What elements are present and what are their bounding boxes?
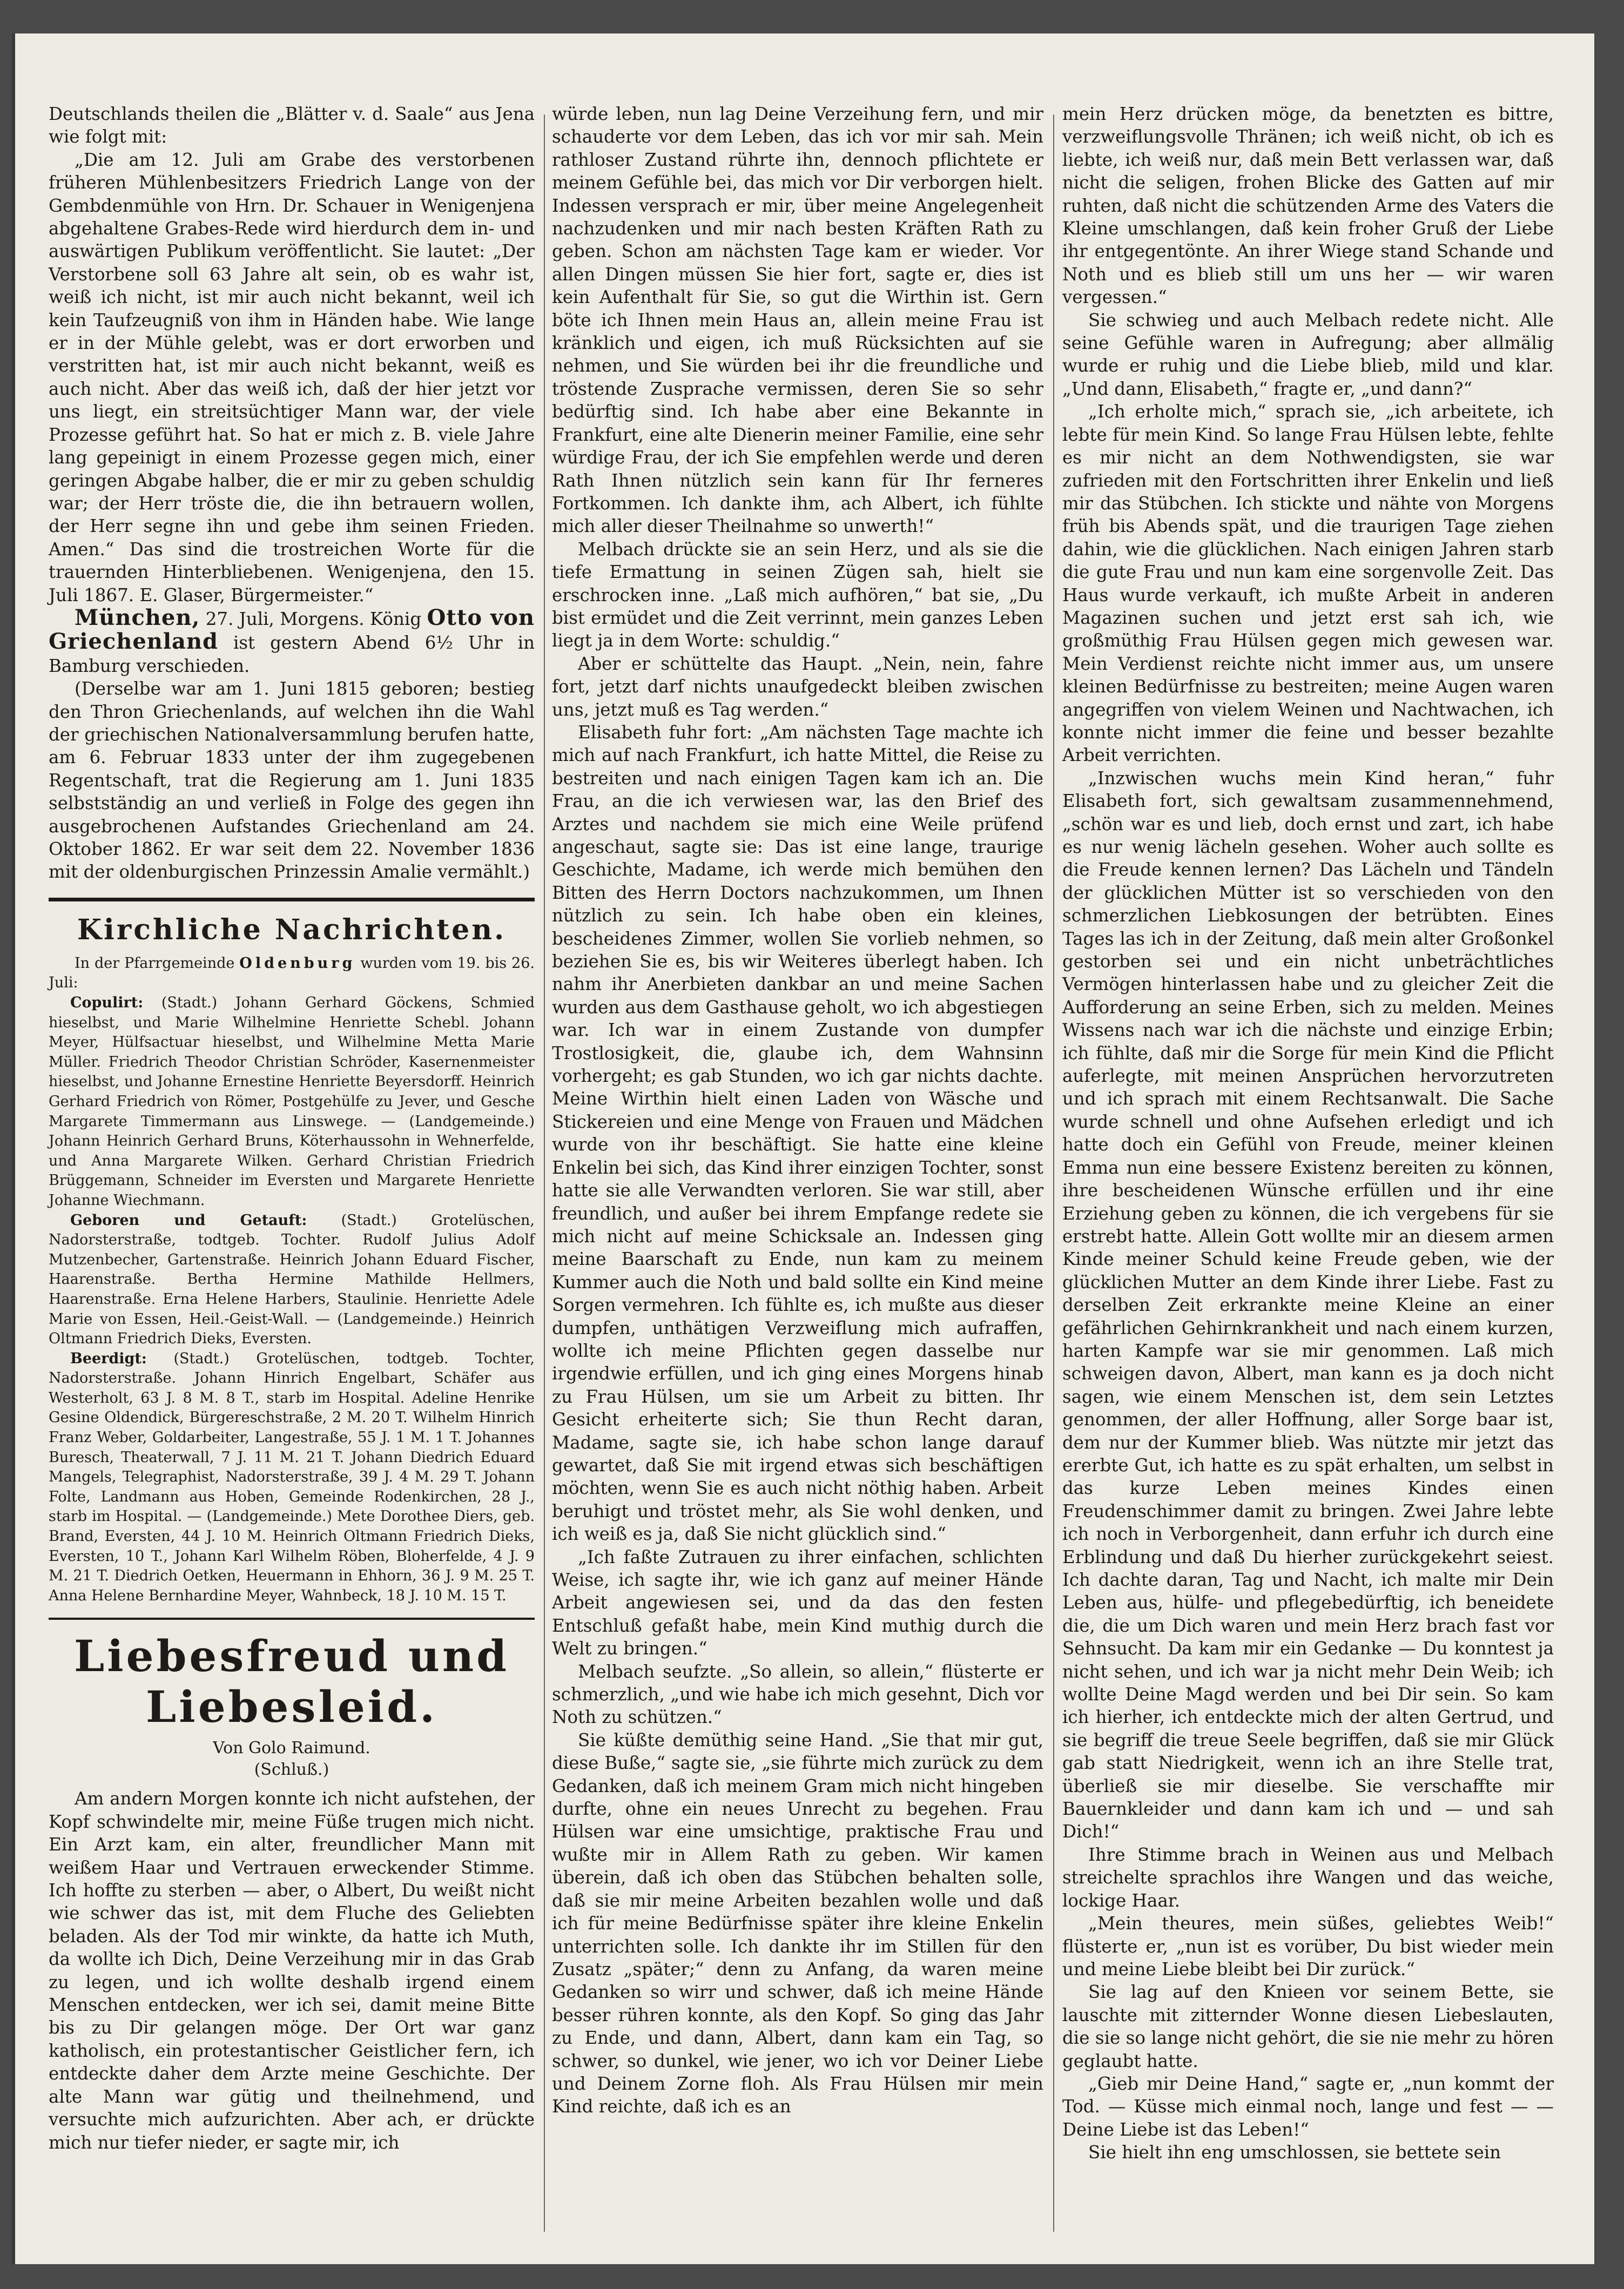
story-paragraph: Elisabeth fuhr fort: „Am nächsten Tage machte ich mich auf nach Frankfurt, ich hatte Mittel, die Reise zu bestreiten und nach einigen Tagen kam ich an. Die Frau, an die ich verwiesen war, las den Brief des Arztes und nachdem sie mich eine Weile prüfend angeschaut, sagte sie: Das ist eine lange, traurige Geschichte, Madame, ich werde mich bemühen den Bitten des Herrn Doctors nachzukommen, um Ihnen nützlich zu sein. Ich habe oben ein kleines, bescheidenes Zimmer, wollen Sie vorlieb nehmen, so beziehen Sie es, bis wir Weiteres überlegt haben. Ich nahm ihr Anerbieten dankbar an und meine Sachen wurden aus dem Gasthause geholt, wo ich abgestiegen war. Ich war in einem Zustande von dumpfer Trostlosigkeit, die, glaube ich, dem Wahnsinn vorhergeht; es gab Stunden, wo ich gar nichts dachte. Meine Wirthin hielt einen Laden von Wäsche und Stickereien und eine Menge von Frauen und Mädchen wurde von ihr beschäftigt. Sie hatte eine kleine Enkelin bei sich, das Kind ihrer einzigen Tochter, sonst hatte sie alle Verwandten verloren. Sie war still, aber freundlich, und außer bei ihrem Empfange redete sie mich nicht auf meine Schicksale an. Indessen ging meine Baarschaft zu Ende, nun kam zu meinem Kummer auch die Noth und bald sollte ein Kind meine Sorgen vermehren. Ich fühlte es, ich mußte aus dieser dumpfen, unthätigen Verzweiflung mich aufraffen, wollte ich meine Pflichten gegen dasselbe nur irgendwie erfüllen, und ich ging eines Morgens hinab zu Frau Hülsen, um sie um Arbeit zu bitten. Ihr Gesicht erheiterte sich; Sie thun Recht daran, Madame, sagte sie, ich habe schon lange darauf gewartet, daß Sie mit irgend etwas sich beschäftigen möchten, wenn Sie es auch nicht nöthig haben. Arbeit beruhigt und tröstet mehr, als Sie wohl denken, und ich weiß es ja, daß Sie nicht glücklich sind.“ xyxy=(552,722,1043,1545)
story-subtitle: (Schluß.) xyxy=(254,1760,329,1780)
dateline: München, xyxy=(75,604,200,630)
column-middle xyxy=(552,103,1043,2118)
story-paragraph: „Ich erholte mich,“ sprach sie, „ich arbeitete, ich lebte für mein Kind. So lange Frau Hülsen lebte, fehlte es mir nicht an dem Nothwendigsten, sie war zufrieden mit den Fortschritten ihrer Enkelin und ließ mir das Stübchen. Ich stickte und nähte von Morgens früh bis Abends spät, und die traurigen Tage ziehen dahin, wie die glücklichen. Nach einigen Jahren starb die gute Frau und nun kam eine sorgenvolle Zeit. Das Haus wurde verkauft, ich mußte Arbeit in anderen Magazinen suchen und jetzt erst sah ich, wie großmüthig Frau Hülsen gegen mich gewesen war. Mein Verdienst reichte nicht immer aus, um unsere kleinen Bedürfnisse zu bestreiten; meine Augen waren angegriffen von vielem Weinen und Nachtwachen, ich konnte nicht immer die feine und besser bezahlte Arbeit verrichten. xyxy=(1062,401,1554,766)
geboren-list: Geboren und Getauft: (Stadt.) Grotelüschen, Nadorsterstraße, todtgeb. Tochter. Rudolf Julius Adolf Mutzenbecher, Gartenstraße. Heinrich Johann Eduard Fischer, Haarenstraße. Bertha Hermine Mathilde Hellmers, Haarenstraße. Erna Helene Harbers, Staulinie. Henriette Adele Marie von Essen, Heil.-Geist-Wall. — (Landgemeinde.) Heinrich Oltmann Friedrich Dieks, Eversten. xyxy=(49,1211,535,1348)
name-highlight: Otto von Griechenland xyxy=(49,604,535,655)
story-paragraph: Sie lag auf den Knieen vor seinem Bette, sie lauschte mit zitternder Wonne diesen Liebeslauten, die sie so lange nicht gehört, die sie nie mehr zu hören geglaubt hatte. xyxy=(1062,1982,1554,2071)
story-paragraph: mein Herz drücken möge, da benetzten es bittre, verzweiflungsvolle Thränen; ich weiß nicht, ob ich es liebte, ich weiß nur, daß mein Bett verlassen war, daß nicht die seligen, frohen Blicke des Gatten auf mir ruhten, daß nicht die schützenden Arme des Vaters die Kleine umschlangen, daß kein froher Gruß der Liebe ihr entgegentönte. An ihrer Wiege stand Schande und Noth und es blieb still um uns her — wir waren vergessen.“ xyxy=(1062,104,1554,308)
article-paragraph: „Die am 12. Juli am Grabe des verstorbenen früheren Mühlenbesitzers Friedrich Lange von der Gembdenmühle von Hrn. Dr. Schauer in Wenigenjena abgehaltene Grabes-Rede wird hierdurch dem in- und auswärtigen Publikum veröffentlicht. Sie lautet: „Der Verstorbene soll 63 Jahre alt sein, ob es wahr ist, weiß ich nicht, ist mir auch nicht bekannt, weil ich kein Taufzeugniß von ihm in Händen habe. Wie lange er in der Mühle gelebt, was er dort erworben und verstritten hat, ist mir auch nicht bekannt, weiß es auch nicht. Aber das weiß ich, daß der hier jetzt vor uns liegt, ein streitsüchtiger Mann war, der viele Prozesse geführt hat. So hat er mich z. B. viele Jahre lang gepeinigt in einem Prozesse gegen mich, einer geringen Abgabe halber, die er mir zu geben schuldig war; der Herr tröste die, die ihn betrauern wollen, der Herr segne ihn und gebe ihm seinen Frieden. Amen.“ Das sind die trostreichen Worte für die trauernden Hinterbliebenen. Wenigenjena, den 15. Juli 1867. E. Glaser, Bürgermeister.“ xyxy=(49,149,535,605)
story-paragraph: „Mein theures, mein süßes, geliebtes Weib!“ flüsterte er, „nun ist es vorüber, Du bist wieder mein und meine Liebe bleibt bei Dir zurück.“ xyxy=(1062,1913,1554,1980)
article-paragraph: Deutschlands theilen die „Blätter v. d. Saale“ aus Jena wie folgt mit: xyxy=(49,104,535,147)
column-right xyxy=(1062,103,1554,2164)
column-rule xyxy=(1053,115,1054,2232)
story-paragraph: Melbach seufzte. „So allein, so allein,“ flüsterte er schmerzlich, „und wie habe ich mich gesehnt, Dich vor Noth zu schützen.“ xyxy=(552,1661,1043,1728)
section-title: Kirchliche Nachrichten. xyxy=(77,913,507,946)
story-title: Liebesfreud und Liebesleid. xyxy=(73,1631,510,1733)
article-paragraph: (Derselbe war am 1. Juni 1815 geboren; bestieg den Thron Griechenlands, auf welchen ihn die Wahl der griechischen Nationalversammlung berufen hatte, am 6. Februar 1833 unter der ihm zugegebenen Regentschaft, trat die Regierung am 1. Juni 1835 selbstständig an und verließ in Folge des gegen ihn ausgebrochenen Aufstandes Griechenland am 24. Oktober 1862. Er war seit dem 22. November 1836 mit der oldenburgischen Prinzessin Amalie vermählt.) xyxy=(49,678,535,883)
section-divider xyxy=(49,1618,535,1620)
story-paragraph: „Gieb mir Deine Hand,“ sagte er, „nun kommt der Tod. — Küsse mich einmal noch, lange und fest — — Deine Liebe ist das Leben!“ xyxy=(1062,2073,1554,2140)
story-paragraph: Sie schwieg und auch Melbach redete nicht. Alle seine Gefühle waren in Aufregung; aber allmälig wurde er ruhig und die Liebe blieb, mild und klar. „Und dann, Elisabeth,“ fragte er, „und dann?“ xyxy=(1062,309,1554,399)
column-rule xyxy=(544,115,545,2232)
story-paragraph: Ihre Stimme brach in Weinen aus und Melbach streichelte sprachlos ihre Wangen und das weiche, lockige Haar. xyxy=(1062,1844,1554,1911)
place-name: Oldenburg xyxy=(239,954,356,972)
copulirt-list: Copulirt: (Stadt.) Johann Gerhard Göckens, Schmied hieselbst, und Marie Wilhelmine Henriette Schebl. Johann Meyer, Hülfsactuar hieselbst, und Wilhelmine Metta Marie Müller. Friedrich Theodor Christian Schröder, Kasernenmeister hieselbst, und Johanne Ernestine Henriette Beyersdorff. Heinrich Gerhard Friedrich von Römer, Postgehülfe zu Jever, und Gesche Margarete Timmermann aus Linswege. — (Landgemeinde.) Johann Heinrich Gerhard Bruns, Köterhaussohn in Wehnerfelde, und Anna Margarete Wilken. Gerhard Christian Friedrich Brüggemann, Schneider im Eversten und Margarete Henriette Johanne Wiechmann. xyxy=(49,994,535,1209)
section-divider xyxy=(49,898,535,901)
story-paragraph: „Inzwischen wuchs mein Kind heran,“ fuhr Elisabeth fort, sich gewaltsam zusammennehmend, „schön war es und lieb, doch ernst und zart, ich habe es nur wenig lächeln gesehen. Woher auch sollte es die Freude kennen lernen? Das Lächeln und Tändeln der glücklichen Mütter ist so verschieden von den schmerzlichen Liebkosungen der betrübten. Eines Tages las ich in der Zeitung, daß mein alter Großonkel gestorben sei und ein nicht unbeträchtliches Vermögen hinterlassen habe und zu gleicher Zeit die Aufforderung an seine Erben, sich zu melden. Meines Wissens nach war ich die nächste und einzige Erbin; ich fühlte, daß mir die Sorge für mein Kind die Pflicht auferlegte, mit meinen Ansprüchen hervorzutreten und ich sprach mit einem Rechtsanwalt. Die Sache wurde schnell und ohne Aufsehen erledigt und ich hatte doch ein Gefühl von Freude, meiner kleinen Emma nun eine bessere Existenz bereiten zu können, ihre bescheidenen Wünsche erfüllen und ihr eine Erziehung geben zu können, die ich vergebens für sie erstrebt hatte. Allein Gott wollte mir an diesem armen Kinde meiner Schuld keine Freude geben, wie der glücklichen Mutter an dem Kinde ihrer Liebe. Fast zu derselben Zeit erkrankte meine Kleine an einer gefährlichen Gehirnkrankheit und nach einem kurzen, harten Kampfe war sie mir genommen. Laß mich schweigen davon, Albert, man kann es ja doch nicht sagen, wie einem Menschen ist, dem sein Letztes genommen, der aller Hoffnung, aller Sorge baar ist, dem nur der Kummer blieb. Was nützte mir jetzt das ererbte Gut, ich hatte es zu spät erhalten, um selbst in das kurze Leben meines Kindes einen Freudenschimmer damit zu bringen. Zwei Jahre lebte ich noch in Verborgenheit, dann erfuhr ich durch eine Erblindung und daß Du hierher zurückgekehrt seiest. Ich dachte daran, Tag und Nacht, ich malte mir Dein Leben aus, hülfe- und pflegebedürftig, ich beneidete die, die um Dich waren und mein Herz brach fast vor Sehnsucht. Da kam mir ein Gedanke — Du konntest ja nicht sehen, und ich war ja nicht mehr Dein Weib; ich wollte Deine Magd werden und bei Dir sein. So kam ich hierher, ich entdeckte mich der alten Gertrud, und sie begriff die treue Seele begriffen, daß sie mir Glück gab statt Niedrigkeit, wenn ich an ihre Stelle trat, überließ sie mir dieselbe. Sie verschaffte mir Bauernkleider und dann kam ich und — und sah Dich!“ xyxy=(1062,768,1554,1842)
column-left xyxy=(49,103,535,2154)
beerdigt-list: Beerdigt: (Stadt.) Grotelüschen, todtgeb. Tochter, Nadorsterstraße. Johann Hinrich Engelbart, Schäfer aus Westerholt, 63 J. 8 M. 8 T., starb im Hospital. Adeline Henrike Gesine Oldendick, Bürgereschstraße, 2 M. 20 T. Wilhelm Hinrich Franz Weber, Goldarbeiter, Langestraße, 55 J. 1 M. 1 T. Johannes Buresch, Theaterwall, 7 J. 11 M. 21 T. Johann Diedrich Eduard Mangels, Telegraphist, Nadorsterstraße, 39 J. 4 M. 29 T. Johann Folte, Landmann aus Hoben, Gemeinde Rodenkirchen, 28 J., starb im Hospital. — (Landgemeinde.) Mete Dorothee Diers, geb. Brand, Eversten, 44 J. 10 M. Heinrich Oltmann Friedrich Dieks, Eversten, 10 T., Johann Karl Wilhelm Röben, Bloherfelde, 4 J. 9 M. 21 T. Diedrich Oetken, Heuermann in Ehhorn, 36 J. 9 M. 25 T. Anna Helene Bernhardine Meyer, Wahnbeck, 18 J. 10 M. 15 T. xyxy=(49,1350,535,1604)
story-author: Von Golo Raimund. xyxy=(213,1739,370,1758)
story-paragraph: Melbach drückte sie an sein Herz, und als sie die tiefe Ermattung in seinen Zügen sah, hielt sie erschrocken inne. „Laß mich aufhören,“ bat sie, „Du bist ermüdet und die Zeit verrinnt, mein ganzes Leben liegt ja in dem Worte: schuldig.“ xyxy=(552,538,1043,651)
story-paragraph: Sie hielt ihn eng umschlossen, sie bettete sein xyxy=(1088,2142,1501,2163)
story-paragraph: Aber er schüttelte das Haupt. „Nein, nein, fahre fort, jetzt darf nichts unaufgedeckt bleiben zwischen uns, jetzt muß es Tag werden.“ xyxy=(552,653,1043,720)
church-intro: In der Pfarrgemeinde Oldenburg wurden vom 19. bis 26. Juli: xyxy=(49,954,535,992)
newspaper-page xyxy=(12,33,1594,2264)
news-item-munich: München, 27. Juli, Morgens. König Otto von Griechenland ist gestern Abend 6½ Uhr in Bamburg verschieden. xyxy=(49,604,535,676)
story-paragraph: „Ich faßte Zutrauen zu ihrer einfachen, schlichten Weise, ich sagte ihr, wie ich ganz auf meiner Hände Arbeit angewiesen sei, und da das den festen Entschluß gefaßt habe, mein Kind muthig durch die Welt zu bringen.“ xyxy=(552,1546,1043,1659)
story-paragraph: Am andern Morgen konnte ich nicht aufstehen, der Kopf schwindelte mir, meine Füße trugen mich nicht. Ein Arzt kam, ein alter, freundlicher Mann mit weißem Haar und Vertrauen erweckender Stimme. Ich hoffte zu sterben — aber, o Albert, Du weißt nicht wie schwer das ist, mit dem Fluche des Geliebten beladen. Als der Tod mir winkte, da hatte ich Muth, da wollte ich Dich, Deine Verzeihung mir in das Grab zu legen, und ich wollte deshalb irgend einem Menschen entdecken, wer ich sei, damit meine Bitte bis zu Dir gelangen möge. Der Ort war ganz katholisch, ein protestantischer Geistlicher fern, ich entdeckte daher dem Arzte meine Geschichte. Der alte Mann war gütig und theilnehmend, und versuchte mich aufzurichten. Aber ach, er drückte mich nur tiefer nieder, er sagte mir, ich xyxy=(49,1788,535,2153)
story-paragraph: würde leben, nun lag Deine Verzeihung fern, und mir schauderte vor dem Leben, das ich vor mir sah. Mein rathloser Zustand rührte ihn, dennoch pflichtete er meinem Gefühle bei, das mich vor Dir verborgen hielt. Indessen versprach er mir, über meine Angelegenheit nachzudenken und mir nach besten Kräften Rath zu geben. Schon am nächsten Tage kam er wieder. Vor allen Dingen müssen Sie hier fort, sagte er, dies ist kein Aufenthalt für Sie, so gut die Wirthin ist. Gern böte ich Ihnen mein Haus an, allein meine Frau ist kränklich und eigen, ich muß Rücksichten auf sie nehmen, und Sie würden bei ihr die freundliche und tröstende Zusprache vermissen, deren Sie so sehr bedürftig sind. Ich habe aber eine Bekannte in Frankfurt, eine alte Dienerin meiner Familie, eine sehr würdige Frau, der ich Sie empfehlen werde und deren Rath Ihnen nützlich sein kann für Ihr ferneres Fortkommen. Ich dankte ihm, ach Albert, ich fühlte mich aller dieser Theilnahme so unwerth!“ xyxy=(552,104,1043,537)
church-news xyxy=(49,954,535,1606)
story-paragraph: Sie küßte demüthig seine Hand. „Sie that mir gut, diese Buße,“ sagte sie, „sie führte mich zurück zu dem Gedanken, daß ich meinem Gram mich nicht hingeben durfte, ohne ein neues Unrecht zu begehen. Frau Hülsen war eine umsichtige, praktische Frau und wußte mir in Allem Rath zu geben. Wir kamen überein, daß ich oben das Stübchen behalten solle, daß sie mir meine Arbeiten bezahlen wolle und daß ich für meine Bedürfnisse später ihre kleine Enkelin unterrichten solle. Ich dankte ihr im Stillen für den Zusatz „später;“ denn zu Anfang, da waren meine Gedanken so wirr und schwer, daß ich meine Hände besser rühren konnte, als den Kopf. So ging das Jahr zu Ende, und dann, Albert, dann kam ein Tag, so schwer, so dunkel, wie jener, wo ich vor Deiner Liebe und Deinem Zorne floh. Als Frau Hülsen mir mein Kind reichte, daß ich es an xyxy=(552,1729,1043,2117)
